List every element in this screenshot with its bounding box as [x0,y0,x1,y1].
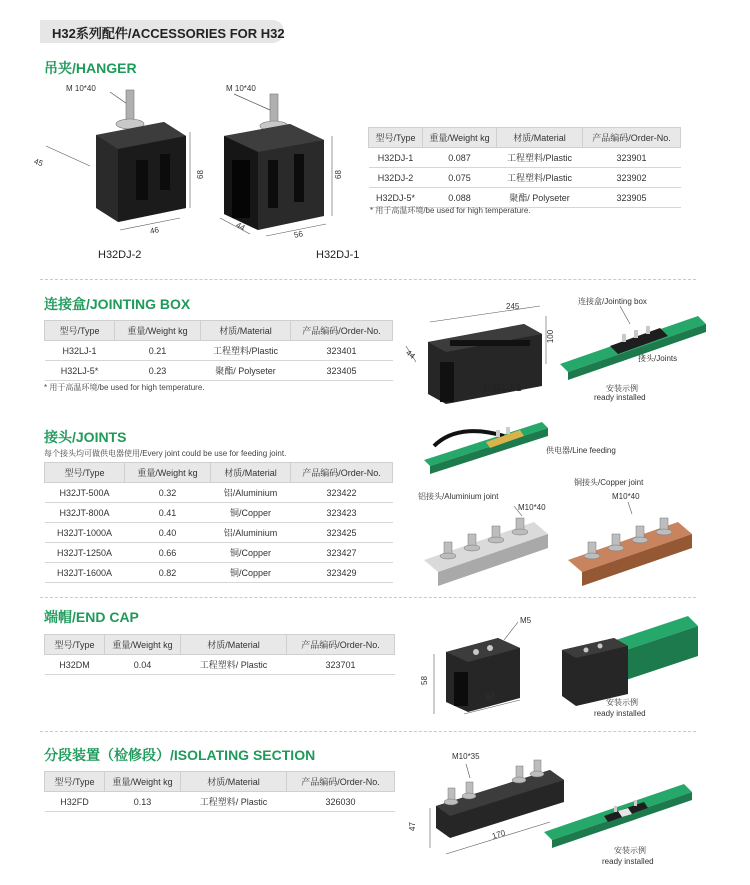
hanger2-bolt-label: M 10*40 [226,84,256,93]
cell-material: 铝/Aluminium [211,483,291,503]
end-cap-title: 端帽/END CAP [44,609,139,625]
table-row [45,655,395,675]
page-title: H32系列配件/ACCESSORIES FOR H32 [52,26,285,41]
cell-weight: 0.66 [125,543,211,563]
end-cap-installed-illustration [558,616,698,706]
table-header-row [45,463,393,483]
table-row [45,341,393,361]
joints-spec-table [44,462,393,583]
cell-order-no: 323401 [291,341,393,361]
col-order-no: 产品编码/Order-No. [583,128,681,148]
col-type: 型号/Type [45,321,115,341]
hanger2-dim-depth: 56 [293,229,304,240]
isolating-installed-illustration [544,782,696,852]
cell-order-no: 323701 [287,655,395,675]
cell-order-no: 323902 [583,168,681,188]
isolating-bolt: M10*35 [452,752,480,761]
col-material: 材质/Material [181,772,287,792]
cell-type: H32JT-1000A [45,523,125,543]
hanger-spec-table [368,127,681,208]
cell-type: H32JT-1250A [45,543,125,563]
table-header-row [45,772,395,792]
table-header-row [45,321,393,341]
cell-weight: 0.82 [125,563,211,583]
section-divider [40,597,696,598]
table-header-row [45,635,395,655]
copper-joint-label: 铜接头/Copper joint [574,478,644,487]
end-cap-installed-cn: 安装示例 [606,698,638,707]
aluminium-joint-bolt: M10*40 [518,503,546,512]
cell-type: H32JT-800A [45,503,125,523]
cell-weight: 0.41 [125,503,211,523]
cell-type: H32DJ-5* [369,188,423,208]
cell-weight: 0.21 [115,341,201,361]
line-feeding-illustration [424,416,554,476]
hanger1-dim-depth: 46 [149,225,160,236]
table-row [45,361,393,381]
cell-material: 工程塑料/ Plastic [181,655,287,675]
end-cap-spec-table [44,634,395,675]
aluminium-joint-illustration [424,500,554,590]
end-cap-illustration [424,618,544,718]
col-weight: 重量/Weight kg [105,772,181,792]
table-row [45,543,393,563]
cell-material: 铝/Aluminium [211,523,291,543]
jointing-box-spec-table [44,320,393,381]
col-order-no: 产品编码/Order-No. [291,321,393,341]
cell-material: 聚酯/ Polyseter [201,361,291,381]
jointing-box-note: * 用于高温环境/be used for high temperature. [44,383,205,392]
col-type: 型号/Type [45,463,125,483]
col-weight: 重量/Weight kg [423,128,497,148]
cell-type: H32DJ-1 [369,148,423,168]
col-type: 型号/Type [45,772,105,792]
joints-subnote: 每个接头均可做供电器使用/Every joint could be use for feeding joint. [44,449,287,458]
cell-weight: 0.075 [423,168,497,188]
cell-order-no: 323425 [291,523,393,543]
hanger2-model-label: H32DJ-1 [316,249,360,261]
joints-title: 接头/JOINTS [44,429,127,445]
table-row [369,168,681,188]
cell-order-no: 323405 [291,361,393,381]
isolating-spec-table [44,771,395,812]
end-cap-dim-height: 58 [419,676,429,685]
cell-order-no: 323422 [291,483,393,503]
hanger2-dim-width: 44 [234,220,247,233]
hanger1-bolt-label: M 10*40 [66,84,96,93]
col-material: 材质/Material [201,321,291,341]
hanger2-dim-height: 68 [333,170,343,179]
hanger-title: 吊夹/HANGER [44,60,137,76]
end-cap-dim-length: 82 [484,691,496,702]
hanger1-dim-width: 45 [32,156,45,169]
cell-order-no: 326030 [287,792,395,812]
cell-order-no: 323427 [291,543,393,563]
jointing-box-title: 连接盒/JOINTING BOX [44,296,191,312]
isolating-dim-length: 170 [490,828,507,841]
cell-material: 工程塑料/ Plastic [181,792,287,812]
jointing-box-installed-illustration [560,306,710,386]
cell-type: H32FD [45,792,105,812]
cell-material: 聚酯/ Polyseter [497,188,583,208]
end-cap-installed-en: ready installed [594,709,646,718]
isolating-installed-en: ready installed [602,857,654,866]
jointing-box-dim-length: 245 [506,302,520,311]
hanger-h32dj2-illustration [40,80,200,260]
page-header [40,20,284,43]
isolating-dim-height: 47 [407,822,417,831]
cell-material: 铜/Copper [211,543,291,563]
col-material: 材质/Material [211,463,291,483]
hanger1-model-label: H32DJ-2 [98,249,142,261]
isolating-installed-cn: 安装示例 [614,846,646,855]
cell-material: 铜/Copper [211,563,291,583]
cell-type: H32JT-1600A [45,563,125,583]
col-weight: 重量/Weight kg [115,321,201,341]
col-type: 型号/Type [369,128,423,148]
table-row [45,503,393,523]
cell-type: H32DM [45,655,105,675]
cell-weight: 0.23 [115,361,201,381]
cell-material: 铜/Copper [211,503,291,523]
section-divider [40,279,696,280]
table-row [45,523,393,543]
cell-weight: 0.088 [423,188,497,208]
table-row [369,148,681,168]
section-divider [40,731,696,732]
cell-order-no: 323905 [583,188,681,208]
copper-joint-bolt: M10*40 [612,492,640,501]
cell-type: H32LJ-5* [45,361,115,381]
cell-weight: 0.32 [125,483,211,503]
jointing-box-callout: 连接盒/Jointing box [578,297,647,306]
col-order-no: 产品编码/Order-No. [287,635,395,655]
line-feeding-label: 供电器/Line feeding [546,446,616,455]
col-weight: 重量/Weight kg [125,463,211,483]
jointing-box-installed-en: ready installed [594,393,646,402]
cell-order-no: 323901 [583,148,681,168]
joints-callout: 接头/Joints [638,354,678,363]
jointing-box-illustration [400,306,560,416]
col-material: 材质/Material [497,128,583,148]
end-cap-bolt: M5 [520,616,532,625]
cell-weight: 0.13 [105,792,181,812]
cell-material: 工程塑料/Plastic [497,168,583,188]
table-header-row [369,128,681,148]
cell-material: 工程塑料/Plastic [201,341,291,361]
hanger-note: * 用于高温环境/be used for high temperature. [370,206,531,215]
col-material: 材质/Material [181,635,287,655]
jointing-box-dim-height: 100 [546,329,556,344]
cell-type: H32LJ-1 [45,341,115,361]
col-type: 型号/Type [45,635,105,655]
cell-type: H32JT-500A [45,483,125,503]
copper-joint-illustration [568,500,698,590]
hanger1-dim-height: 68 [195,170,205,179]
isolating-title: 分段装置（检修段）/ISOLATING SECTION [44,747,316,763]
cell-material: 工程塑料/Plastic [497,148,583,168]
jointing-box-model-label: H32LJ-1 [484,383,522,394]
cell-weight: 0.087 [423,148,497,168]
col-order-no: 产品编码/Order-No. [291,463,393,483]
cell-weight: 0.40 [125,523,211,543]
table-row [45,483,393,503]
col-weight: 重量/Weight kg [105,635,181,655]
table-row [45,563,393,583]
table-row [45,792,395,812]
jointing-box-dim-width: 44 [404,348,417,361]
cell-order-no: 323429 [291,563,393,583]
cell-type: H32DJ-2 [369,168,423,188]
col-order-no: 产品编码/Order-No. [287,772,395,792]
jointing-box-installed-cn: 安装示例 [606,384,638,393]
cell-order-no: 323423 [291,503,393,523]
aluminium-joint-label: 铝接头/Aluminium joint [418,492,499,501]
cell-weight: 0.04 [105,655,181,675]
